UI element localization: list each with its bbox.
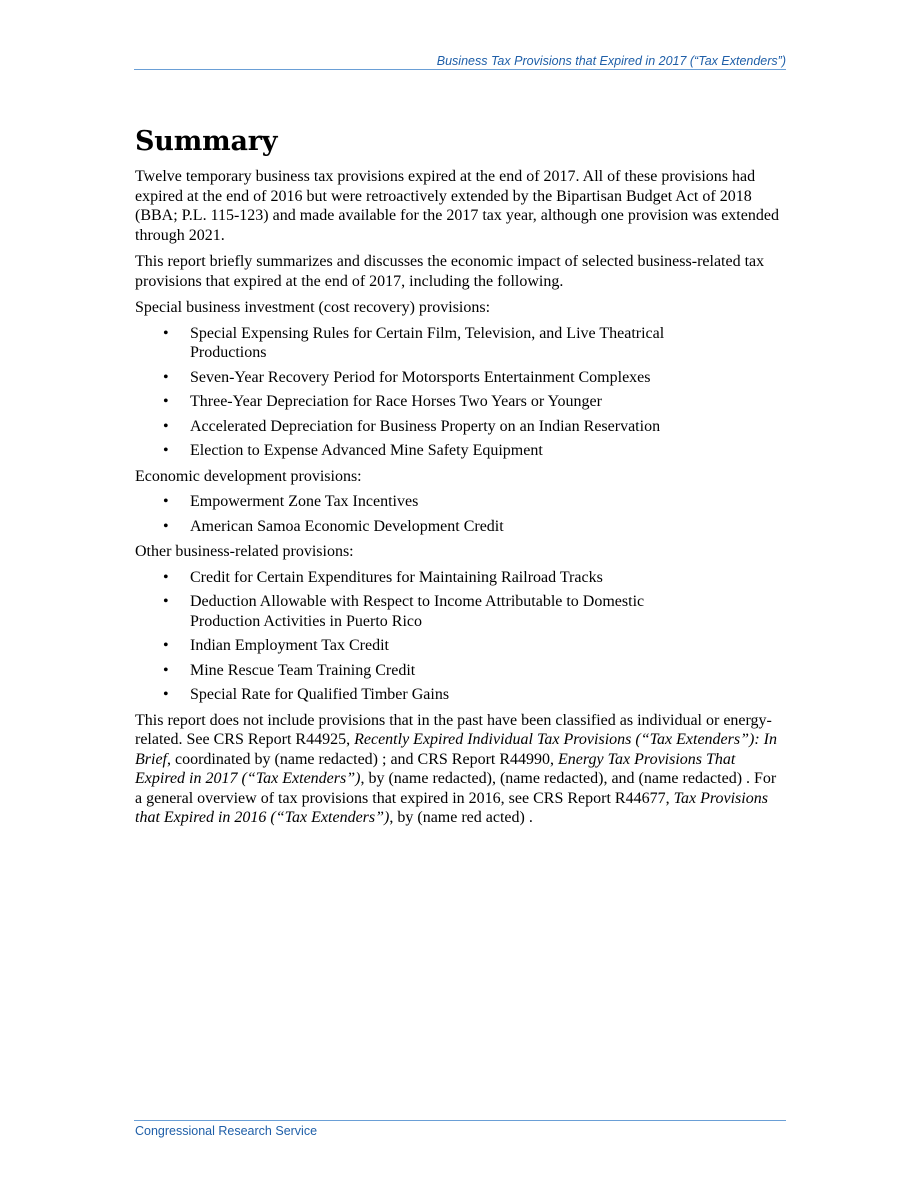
bullet-icon: • [163,686,169,703]
list-item: • Deduction Allowable with Respect to Income Attributable to Domestic Production Activities in Puerto Rico [163,593,645,630]
report-title-r44925: Recently Expired Individual Tax Provisions (“Tax Extenders”): In Brief [135,731,777,768]
report-title-r44990: Energy Tax Provisions That Expired in 2017 (“Tax Extenders”) [135,750,736,787]
group-label-economic-development: Economic development provisions: [135,467,362,485]
bullet-icon: • [163,368,169,386]
list-item: • Credit for Certain Expenditures for Maintaining Railroad Tracks [163,568,603,586]
bullet-icon: • [163,568,169,586]
bullet-icon: • [163,324,169,342]
closing-paragraph: This report does not include provisions that in the past have been classified as individual or energy-related. See CRS Report R44925, Recently Expired Individual Tax Provisions (“Tax Extenders”): In Brief, coordinated by (name redacted) ; and CRS Report R44990, Energy Tax Provisions That Expired in 2017 (“Tax Extenders”), by (name redacted), (name redacted), and (name redacted) . For a general overview of tax provisions that expired in 2016, see CRS Report R44677, Tax Provisions that Expired in 2016 (“Tax Extenders”), by (name red acted) . [135,711,777,826]
bullet-icon: • [163,442,169,459]
summary-heading: Summary [135,126,278,157]
list-item: • Special Rate for Qualified Timber Gains [163,686,450,703]
cost-recovery-list [135,324,787,461]
list-item: • Empowerment Zone Tax Incentives [163,493,419,510]
bullet-icon: • [163,517,169,535]
summary-section [135,124,787,835]
footer-rule [134,1120,786,1121]
list-item: • Three-Year Depreciation for Race Horses Two Years or Younger [163,393,602,410]
bullet-icon: • [163,661,169,679]
group-label-other: Other business-related provisions: [135,543,354,560]
bullet-icon: • [163,393,169,410]
economic-development-list [135,492,787,536]
bullet-icon: • [163,593,169,610]
list-item: • Election to Expense Advanced Mine Safety Equipment [163,442,543,459]
bullet-icon: • [163,637,169,654]
summary-paragraph-1: Twelve temporary business tax provisions expired at the end of 2017. All of these provisions had expired at the end of 2016 but were retroactively extended by the Bipartisan Budget Act of 2018 (BBA; P.L. 115-123) and made available for the 2017 tax year, although one provision was extended through 2021. [135,168,779,244]
report-title-r44677: Tax Provisions that Expired in 2016 (“Tax Extenders”) [135,789,768,826]
list-item: • Indian Employment Tax Credit [163,637,389,654]
list-item: • Seven-Year Recovery Period for Motorsports Entertainment Complexes [163,368,651,386]
other-provisions-list [135,568,787,705]
summary-paragraph-2: This report briefly summarizes and discusses the economic impact of selected business-related tax provisions that expired at the end of 2017, including the following. [135,253,765,290]
bullet-icon: • [163,417,169,435]
footer-org: Congressional Research Service [135,1124,318,1138]
list-item: • American Samoa Economic Development Credit [163,517,504,535]
list-item: • Accelerated Depreciation for Business Property on an Indian Reservation [163,417,661,435]
list-item: • Mine Rescue Team Training Credit [163,661,416,679]
group-label-cost-recovery: Special business investment (cost recovery) provisions: [135,299,491,316]
running-header: Business Tax Provisions that Expired in 2017 (“Tax Extenders”) [436,54,786,68]
header-rule [134,69,786,70]
bullet-icon: • [163,493,169,510]
list-item: • Special Expensing Rules for Certain Film, Television, and Live Theatrical Productions [163,324,665,361]
